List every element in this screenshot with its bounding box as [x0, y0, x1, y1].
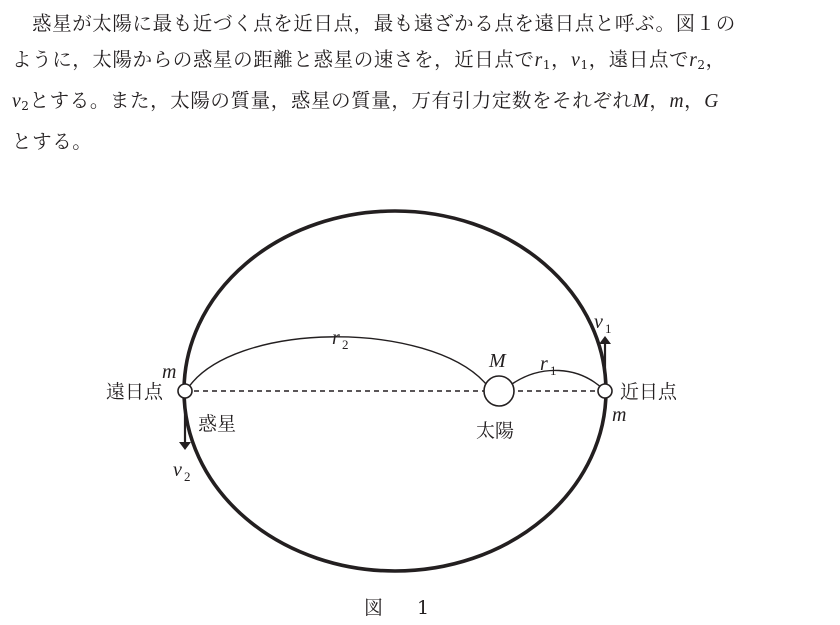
separator: ，: [684, 89, 705, 112]
separator: ，: [649, 89, 670, 112]
r1-label: r: [540, 353, 548, 375]
problem-line-4-text: とする。: [12, 130, 93, 153]
symbol-G: G: [704, 91, 719, 112]
problem-line-3-text: とする。また，太陽の質量，惑星の質量，万有引力定数をそれぞれ: [29, 89, 633, 112]
planet-label: 惑星: [198, 413, 237, 435]
problem-line-2-text-b: ，遠日点で: [588, 48, 690, 71]
aphelion-label: 遠日点: [106, 381, 164, 403]
r2-subscript: 2: [342, 337, 349, 352]
subscript-v1: 1: [580, 58, 589, 72]
problem-line-2-text: ように，太陽からの惑星の距離と惑星の速さを，近日点で: [12, 48, 535, 71]
planet-perihelion-circle: [598, 384, 612, 398]
subscript-r2: 2: [697, 58, 706, 72]
separator: ，: [551, 48, 572, 71]
subscript-r1: 1: [542, 58, 552, 72]
symbol-r2: r: [689, 50, 698, 71]
subscript-v2: 2: [21, 99, 30, 113]
sun-mass-label: M: [489, 350, 506, 372]
sun-circle: [484, 376, 514, 406]
symbol-r1: r: [534, 50, 543, 71]
sun-label: 太陽: [476, 420, 515, 442]
r2-label: r: [332, 327, 340, 349]
planet-mass-left-label: m: [162, 361, 177, 383]
v2-label: v: [173, 459, 182, 481]
v1-subscript: 1: [605, 321, 612, 336]
problem-line-1-text: 惑星が太陽に最も近づく点を近日点，最も遠ざかる点を遠日点と呼ぶ。図１の: [32, 12, 736, 35]
separator: ，: [705, 48, 726, 71]
symbol-v2: v: [12, 91, 22, 112]
symbol-M: M: [632, 91, 650, 112]
symbol-m: m: [669, 91, 685, 112]
figure-caption: 図 1: [364, 597, 444, 619]
symbol-v1: v: [571, 50, 581, 71]
r1-subscript: 1: [550, 363, 557, 378]
v1-label: v: [594, 311, 603, 333]
v2-subscript: 2: [184, 469, 191, 484]
r1-distance-arc: [512, 370, 604, 390]
planet-aphelion-circle: [178, 384, 192, 398]
perihelion-label: 近日点: [620, 381, 678, 403]
planet-mass-right-label: m: [612, 404, 627, 426]
